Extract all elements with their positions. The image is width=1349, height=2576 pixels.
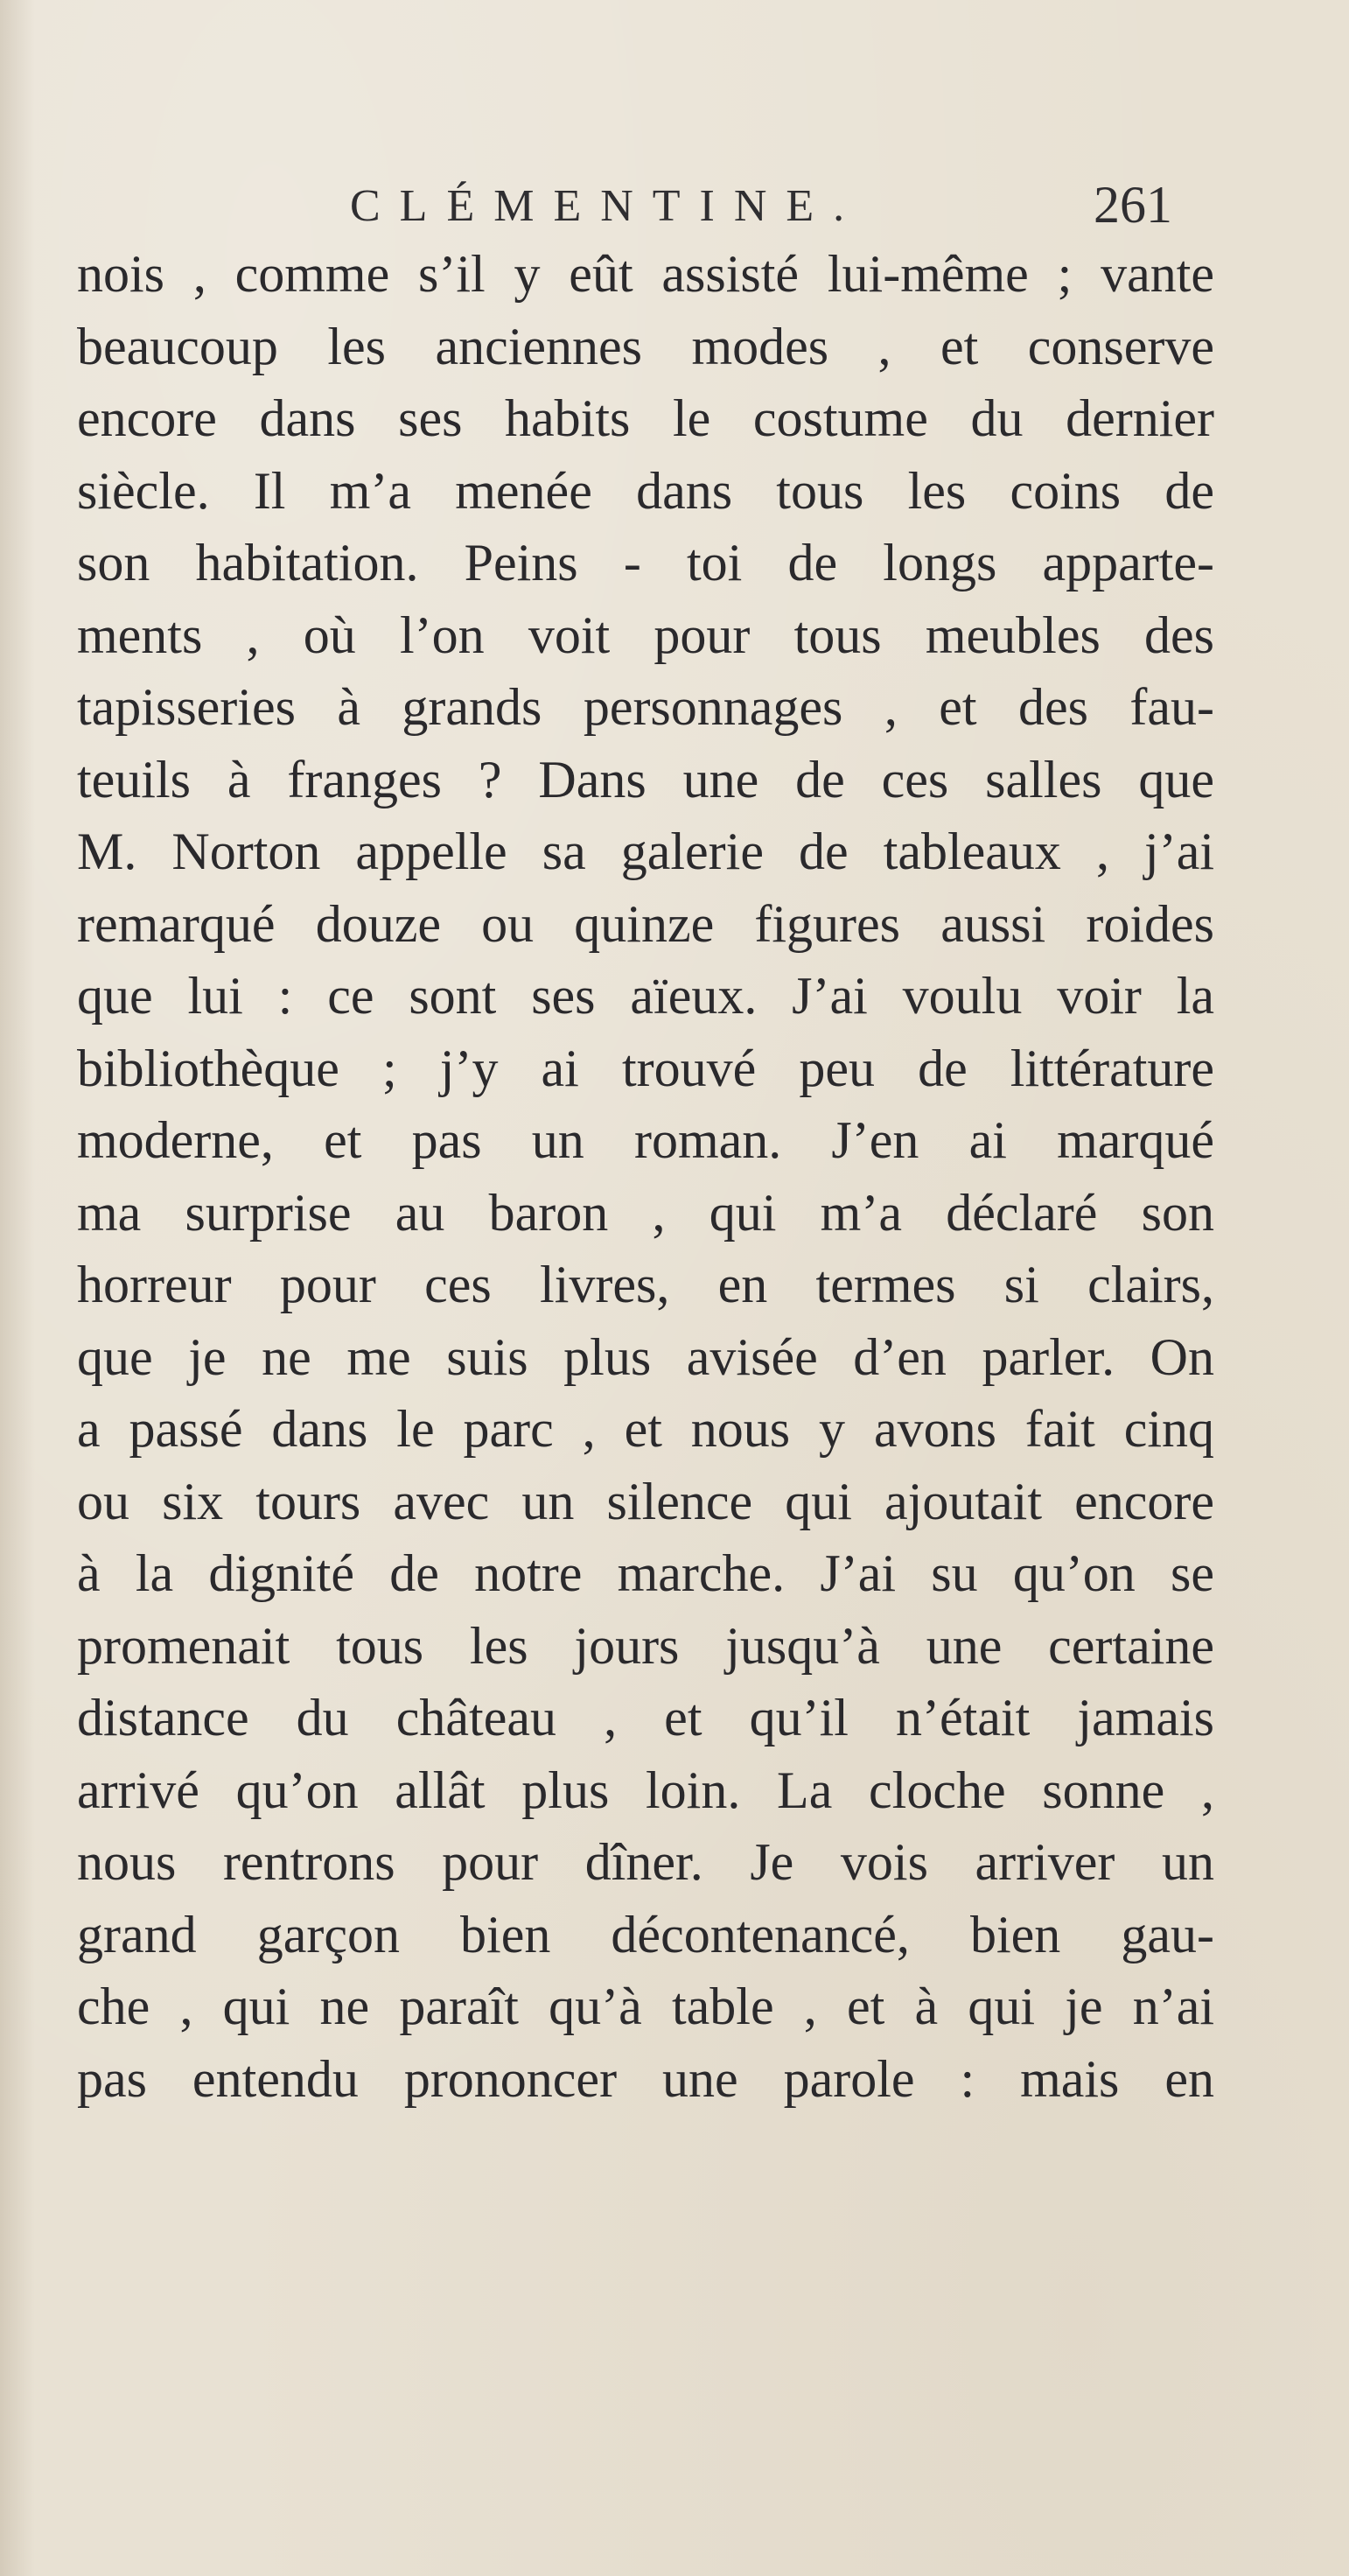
spine-shadow: [0, 0, 35, 2576]
text-line: beaucoup les anciennes modes , et conserve: [77, 317, 1214, 375]
page-header: [350, 175, 1172, 236]
text-line: que lui : ce sont ses aïeux. J’ai voulu voir la: [77, 967, 1214, 1025]
text-line: grand garçon bien décontenancé, bien gau-: [77, 1905, 1214, 1964]
text-line: arrivé qu’on allât plus loin. La cloche sonne ,: [77, 1760, 1214, 1819]
text-line: moderne, et pas un roman. J’en ai marqué: [77, 1111, 1214, 1169]
text-line: distance du château , et qu’il n’était jamais: [77, 1689, 1214, 1746]
text-line: son habitation. Peins - toi de longs apparte-: [77, 534, 1214, 592]
text-line: à la dignité de notre marche. J’ai su qu’on se: [77, 1544, 1214, 1602]
text-line: a passé dans le parc , et nous y avons fait cinq: [77, 1400, 1214, 1458]
text-line: ments , où l’on voit pour tous meubles des: [77, 606, 1214, 664]
text-line: que je ne me suis plus avisée d’en parler. On: [77, 1327, 1214, 1386]
body-text: [77, 238, 1214, 2115]
running-title: CLÉMENTINE.: [350, 181, 864, 231]
text-line: tapisseries à grands personnages , et des fau-: [77, 678, 1214, 736]
text-line: encore dans ses habits le costume du dernier: [77, 389, 1214, 447]
text-line: nous rentrons pour dîner. Je vois arriver un: [77, 1833, 1214, 1891]
text-line: siècle. Il m’a menée dans tous les coins de: [77, 461, 1214, 520]
text-line: promenait tous les jours jusqu’à une certaine: [77, 1616, 1214, 1675]
text-line: ou six tours avec un silence qui ajoutait encore: [77, 1472, 1214, 1530]
text-line: pas entendu prononcer une parole : mais en: [77, 2049, 1214, 2108]
text-line: bibliothèque ; j’y ai trouvé peu de littérature: [77, 1039, 1214, 1097]
text-line: remarqué douze ou quinze figures aussi roides: [77, 894, 1214, 953]
text-line: che , qui ne paraît qu’à table , et à qui je n’ai: [77, 1978, 1214, 2035]
text-line: ma surprise au baron , qui m’a déclaré son: [77, 1183, 1214, 1242]
page-number: 261: [1094, 176, 1172, 234]
text-line: M. Norton appelle sa galerie de tableaux , j’ai: [77, 822, 1214, 880]
text-line: teuils à franges ? Dans une de ces salles que: [77, 750, 1214, 808]
text-line: nois , comme s’il y eût assisté lui-même ; vante: [77, 245, 1214, 303]
text-line: horreur pour ces livres, en termes si clairs,: [77, 1256, 1214, 1313]
